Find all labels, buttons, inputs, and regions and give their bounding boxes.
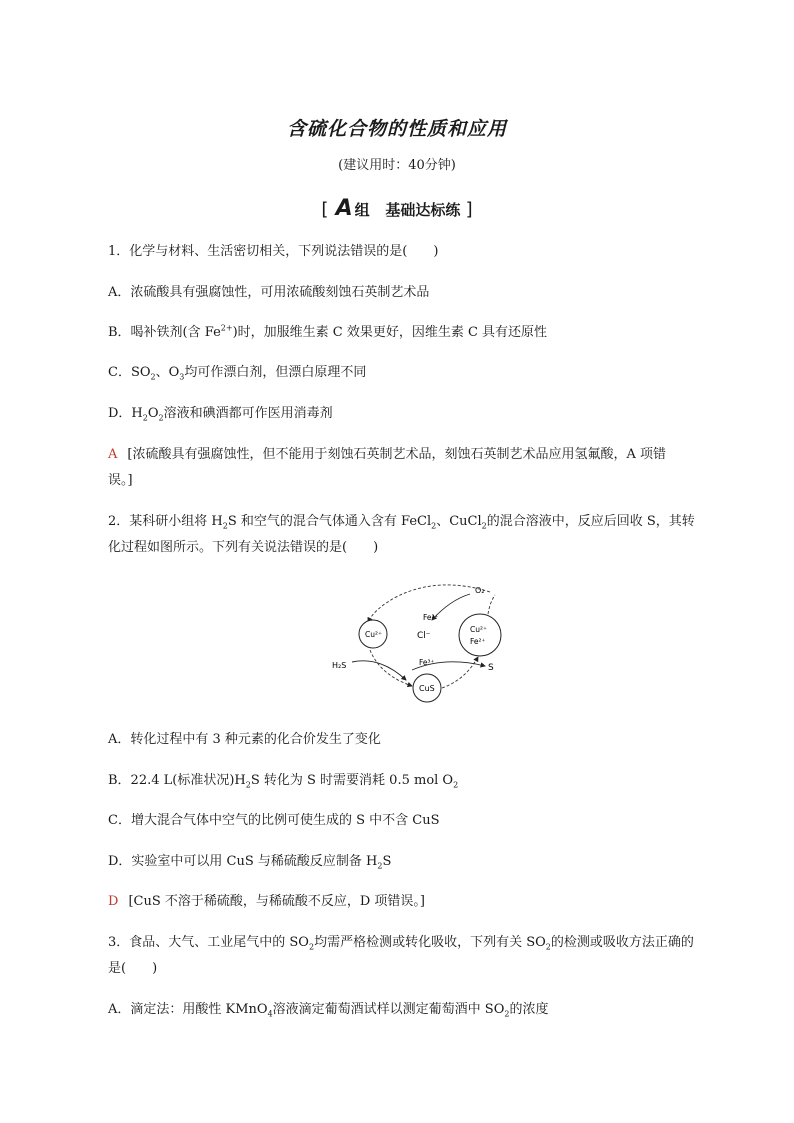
page-title: 含硫化合物的性质和应用 (286, 118, 507, 140)
q1-option-b: B．喝补铁剂(含 $Fe^{2+}$)时，加服维生素 C 效果更好，因维生素 C 具有还原性 (108, 323, 548, 340)
q2-answer-letter: D (108, 894, 119, 909)
q1-option-a: A．浓硫酸具有强腐蚀性，可用浓硫酸刻蚀石英制艺术品 (108, 285, 430, 300)
q3-stem-line2: 是( ) (108, 961, 158, 976)
conversion-diagram (330, 580, 510, 705)
cu2-label: Cu²⁺ (365, 630, 382, 639)
s-label: S (488, 663, 494, 673)
cl-label: Cl⁻ (417, 631, 431, 641)
bracket-close: ] (465, 199, 473, 220)
page-subtitle: (建议用时：40分钟) (338, 158, 456, 173)
group-name: 组 (354, 201, 370, 219)
q1-option-d: D．$H_2O_2$溶液和碘酒都可作医用消毒剂 (108, 406, 333, 423)
fe3-top-label: Fe³⁺ (423, 613, 439, 622)
q1-explanation: [浓硫酸具有强腐蚀性，但不能用于刻蚀石英制艺术品，刻蚀石英制艺术品应用氢氟酸，A 项错 (127, 447, 666, 462)
group-letter: A (335, 196, 353, 221)
group-heading (0, 196, 794, 221)
group-label: 基础达标练 (385, 201, 461, 219)
q3-stem-line1: 3．食品、大气、工业尾气中的 $SO_2$均需严格检测或转化吸收，下列有关 $SO_2$的检测或吸收方法正确的 (108, 935, 694, 952)
q1-answer-letter: A (108, 447, 118, 462)
q2-explanation: [CuS 不溶于稀硫酸，与稀硫酸不反应，D 项错误。] (128, 894, 425, 909)
o2-label: O₂ (475, 586, 485, 595)
fe3-bottom-label: Fe³⁺ (419, 658, 435, 667)
bracket-open: [ (321, 199, 329, 220)
cu-fe-circle (459, 614, 501, 656)
cus-label: CuS (419, 684, 435, 693)
q1-option-c: C．$SO_2$、$O_3$均可作漂白剂，但漂白原理不同 (108, 365, 367, 382)
q2-option-b: B．22.4 L(标准状况)$H_2S$ 转化为 S 时需要消耗 0.5 mol $O_2$ (108, 773, 459, 790)
right-cu-label: Cu²⁺ (470, 625, 487, 634)
q2-stem-line1: 2．某科研小组将 $H_2S$ 和空气的混合气体通入含有 FeCl$_2$、CuCl$_2$的混合溶液中，反应后回收 S，其转 (108, 514, 695, 531)
h2s-label: H₂S (332, 661, 347, 670)
q3-option-a: A．滴定法：用酸性 KMnO$_4$溶液滴定葡萄酒试样以测定葡萄酒中 $SO_2$的浓度 (108, 1002, 549, 1019)
right-fe-label: Fe²⁺ (470, 637, 486, 646)
q2-stem-line2: 化过程如图所示。下列有关说法错误的是( ) (108, 540, 379, 555)
q1-stem: 1．化学与材料、生活密切相关，下列说法错误的是( ) (108, 244, 439, 259)
q1-explanation-cont: 误。] (108, 473, 133, 488)
q1-answer (108, 445, 718, 465)
q2-option-d: D．实验室中可以用 CuS 与稀硫酸反应制备 $H_2S$ (108, 854, 392, 871)
q2-answer (108, 892, 718, 912)
q2-option-a: A．转化过程中有 3 种元素的化合价发生了变化 (108, 732, 381, 747)
q2-option-c: C．增大混合气体中空气的比例可使生成的 S 中不含 CuS (108, 813, 440, 828)
